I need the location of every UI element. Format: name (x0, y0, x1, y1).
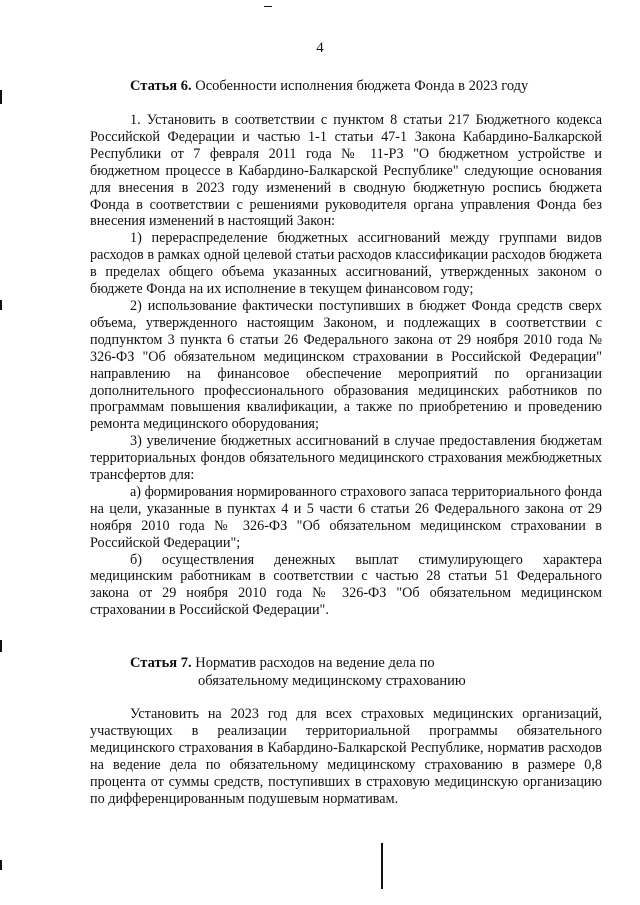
article-6-paragraph-1: 1. Установить в соответствии с пунктом 8 статьи 217 Бюджетного кодекса Российской Федерации и частью 1-1 статьи 47-1 Закона Кабардино-Балкарской Республики от 7 февраля 2011 года № 11-РЗ "О бюджетном устройстве и бюджетном процессе в Кабардино-Балкарской Республике" следующие основания для внесения в 2023 году изменений в сводную бюджетную роспись бюджета Фонда в соответствии с решениями руководителя органа управления Фонда без внесения изменений в настоящий Закон: (90, 112, 602, 230)
article-6-body (90, 112, 602, 619)
scan-artifact-left-4 (0, 860, 2, 870)
article-7-body (90, 706, 602, 807)
article-6-label: Статья 6. (130, 78, 192, 94)
article-6-item-2: 2) использование фактически поступивших в бюджет Фонда средств сверх объема, утвержденного настоящим Законом, и подлежащих в соответствии с подпунктом 3 пункта 6 статьи 26 Федерального закона от 29 ноября 2010 года № 326-ФЗ "Об обязательном медицинском страховании в Российской Федерации" направлению на финансовое обеспечение мероприятий по организации дополнительного профессионального образования медицинских работников по программам повышения квалификации, а также по приобретению и проведению ремонта медицинского оборудования; (90, 297, 602, 433)
scan-artifact-top (264, 6, 272, 7)
article-7-paragraph-1: Установить на 2023 год для всех страховых медицинских организаций, участвующих в реализации территориальной программы обязательного медицинского страхования в Кабардино-Балкарской Республике, норматив расходов на ведение дела по обязательному медицинскому страхованию в размере 0,8 процента от суммы средств, поступивших в страховую медицинскую организацию по дифференцированным подушевым нормативам. (90, 706, 602, 807)
article-6-heading (130, 77, 610, 95)
article-7-heading (130, 654, 610, 690)
scan-artifact-left-3 (0, 640, 2, 652)
page-number: 4 (316, 40, 324, 56)
scan-artifact-left-2 (0, 300, 2, 310)
article-6-item-3: 3) увеличение бюджетных ассигнований в случае предоставления бюджетам территориальных фондов обязательного медицинского страхования межбюджетных трансфертов для: (90, 433, 602, 484)
article-7-label: Статья 7. (130, 655, 192, 671)
scan-artifact-bottom (381, 843, 383, 889)
article-6-item-1: 1) перераспределение бюджетных ассигнований между группами видов расходов в рамках одной целевой статьи расходов классификации расходов бюджета в пределах общего объема указанных ассигнований, утвержденных законом о бюджете Фонда на их исполнение в текущем финансовом году; (90, 230, 602, 298)
scan-artifact-left-1 (0, 90, 2, 104)
article-6-subitem-a: а) формирования нормированного страхового запаса территориального фонда на цели, указанные в пунктах 4 и 5 части 6 статьи 26 Федерального закона от 29 ноября 2010 года № 326-ФЗ "Об обязательном медицинском страховании в Российской Федерации"; (90, 483, 602, 551)
article-6-subitem-b: б) осуществления денежных выплат стимулирующего характера медицинским работникам в соответствии с частью 28 статьи 51 Федерального закона от 29 ноября 2010 года № 326-ФЗ "Об обязательном медицинском страховании в Российской Федерации". (90, 551, 602, 619)
article-6-title: Особенности исполнения бюджета Фонда в 2023 году (195, 78, 529, 94)
article-7-title-line-2: обязательному медицинскому страхованию (198, 673, 466, 689)
article-7-title-line-1: Норматив расходов на ведение дела по (195, 655, 435, 671)
